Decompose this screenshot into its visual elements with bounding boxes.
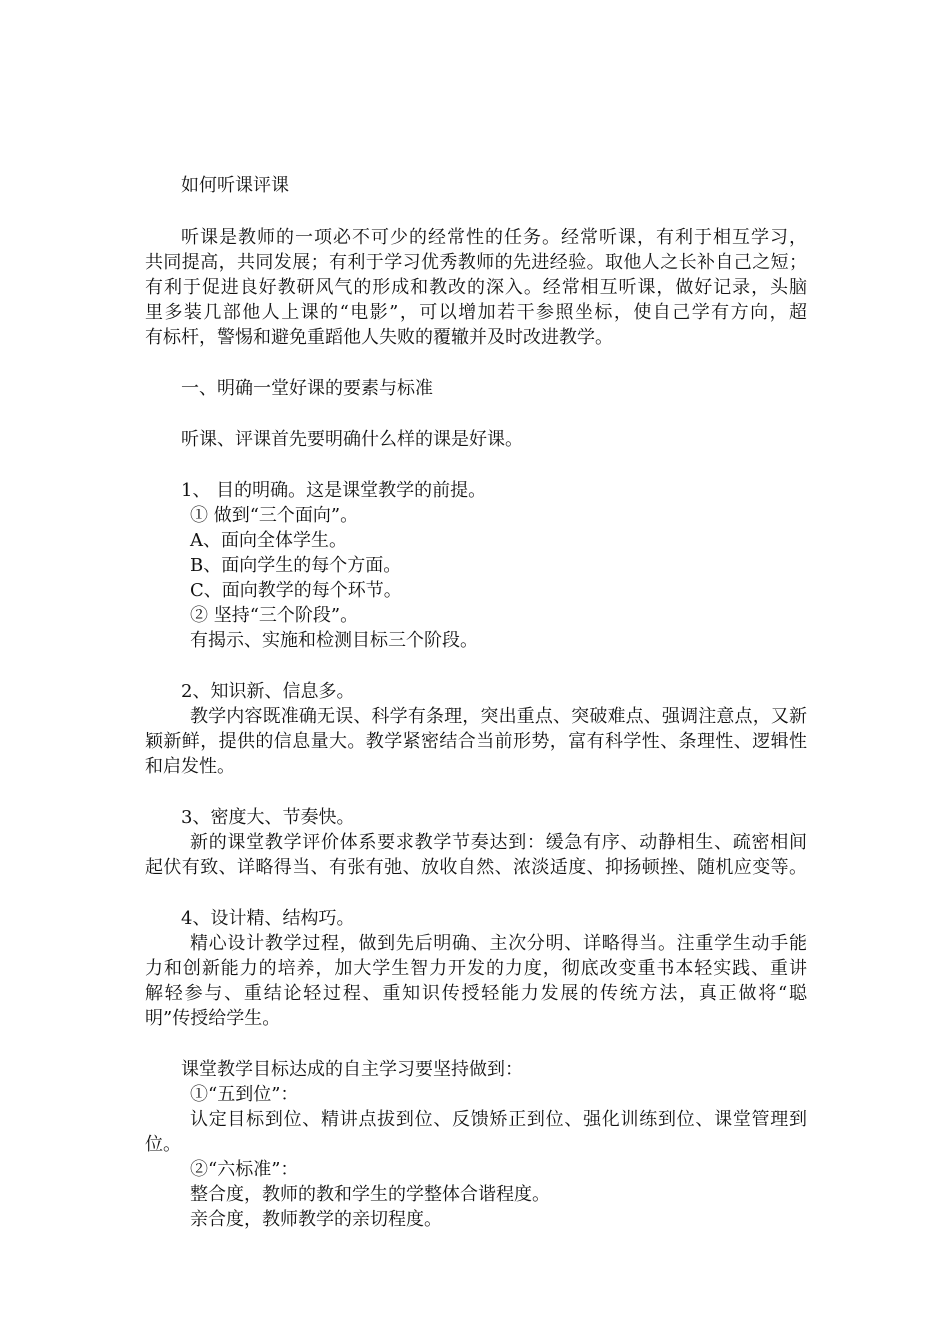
- item1-line: 有揭示、实施和检测目标三个阶段。: [190, 630, 478, 651]
- section-heading: 一、明确一堂好课的要素与标准: [181, 378, 433, 399]
- item4-line: 解轻参与、重结论轻过程、重知识传授轻能力发展的传统方法，真正做将“聪: [145, 983, 807, 1004]
- item4-line: 力和创新能力的培养，加大学生智力开发的力度，彻底改变重书本轻实践、重讲: [145, 958, 807, 979]
- goals-five-line: 认定目标到位、精讲点拔到位、反馈矫正到位、强化训练到位、课堂管理到: [190, 1109, 807, 1130]
- document-title: 如何听课评课: [181, 175, 289, 196]
- intro-line: 听课是教师的一项必不可少的经常性的任务。经常听课，有利于相互学习，: [181, 227, 807, 248]
- item4-line: 明”传授给学生。: [145, 1008, 281, 1029]
- goals-lead: 课堂教学目标达成的自主学习要坚持做到：: [181, 1059, 523, 1080]
- item3-heading: 3、密度大、节奏快。: [181, 807, 355, 828]
- intro-line: 有利于促进良好教研风气的形成和教改的深入。经常相互听课，做好记录，头脑: [145, 277, 807, 298]
- item1-line: B、面向学生的每个方面。: [190, 555, 402, 576]
- intro-line: 里多装几部他人上课的“电影”，可以增加若干参照坐标，使自己学有方向，超: [145, 302, 807, 323]
- item2-heading: 2、知识新、信息多。: [181, 681, 355, 702]
- item1-heading: 1、 目的明确。这是课堂教学的前提。: [181, 480, 487, 501]
- item2-line: 和启发性。: [145, 756, 235, 777]
- goals-six-line: 亲合度，教师教学的亲切程度。: [190, 1209, 442, 1230]
- item1-line: A、面向全体学生。: [190, 530, 347, 551]
- item1-line: ② 坚持“三个阶段”。: [190, 605, 359, 626]
- intro-line: 有标杆，警惕和避免重蹈他人失败的覆辙并及时改进教学。: [145, 327, 613, 348]
- item2-line: 颖新鲜，提供的信息量大。教学紧密结合当前形势，富有科学性、条理性、逻辑性: [145, 731, 807, 752]
- goals-six-heading: ②“六标准”：: [190, 1159, 299, 1180]
- item3-line: 起伏有致、详略得当、有张有弛、放收自然、浓淡适度、抑扬顿挫、随机应变等。: [145, 857, 807, 878]
- item2-line: 教学内容既准确无误、科学有条理，突出重点、突破难点、强调注意点，又新: [190, 706, 807, 727]
- goals-six-line: 整合度，教师的教和学生的学整体合谐程度。: [190, 1184, 550, 1205]
- item4-heading: 4、设计精、结构巧。: [181, 908, 355, 929]
- item1-line: C、面向教学的每个环节。: [190, 580, 402, 601]
- item3-line: 新的课堂教学评价体系要求教学节奏达到：缓急有序、动静相生、疏密相间: [190, 832, 807, 853]
- item4-line: 精心设计教学过程，做到先后明确、主次分明、详略得当。注重学生动手能: [190, 933, 807, 954]
- goals-five-line: 位。: [145, 1134, 181, 1155]
- goals-five-heading: ①“五到位”：: [190, 1084, 299, 1105]
- section-lead: 听课、评课首先要明确什么样的课是好课。: [181, 429, 523, 450]
- intro-line: 共同提高，共同发展；有利于学习优秀教师的先进经验。取他人之长补自己之短；: [145, 252, 807, 273]
- item1-line: ① 做到“三个面向”。: [190, 505, 359, 526]
